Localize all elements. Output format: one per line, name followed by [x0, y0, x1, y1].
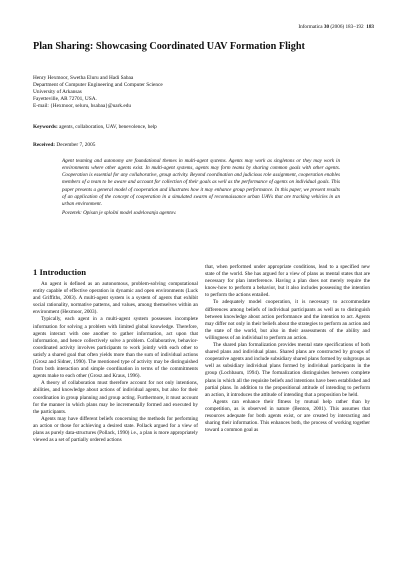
city: Fayetteville, AR 72701, USA.: [33, 96, 97, 102]
paragraph: Agents can enhance their fitness by mutual help rather than by competition, as is observed in nature (Benton, 2001). This assumes that resources adequate for both agents exist, or are created by interacting and sharing their information. This enhances both, the process of working together toward a common goal as: [205, 398, 370, 434]
received: [33, 142, 95, 148]
journal-name: Informatica: [298, 24, 323, 30]
paragraph: Typically, each agent in a multi-agent system possesses incomplete information for solving a problem with limited global knowledge. Therefore, agents interact with one another to gather information, act upon that information, and hence collectively solve a problem. Collaborative, behavior-coordinated activity involves participants to work jointly with each other to satisfy a shared goal that often yields more than the sum of individual actions (Grosz and Sidner, 1990). The mentioned type of activity may be distinguished from both interaction and simple coordination in terms of the commitments agents make to each other (Grosz and Kraus, 1996).: [33, 316, 198, 380]
received-label: Received:: [33, 142, 56, 148]
paragraph: that, when performed under appropriate conditions, lead to a specified new state of the world. She has argued for a view of plans as mental states that are necessary for plan interference. Having a plan does not merely require the know-how to perform a behavior, but it also includes possessing the intention to perform the actions entailed.: [205, 264, 370, 299]
department: Department of Computer Engineering and Computer Science: [33, 82, 163, 88]
section-heading: 1 Introduction: [33, 267, 87, 277]
journal-volume: 30: [323, 24, 330, 30]
abstract-text: Agent teaming and autonomy are foundational themes in multi-agent systems. Agents may work as singletons or they may work in environments where other agents exist. In multi-agent systems, agents may form teams by sharing common goals with other agents. Cooperation is essential for any collaborative, group activity. Beyond coordination and judicious role assignment, cooperation enables members of a team to be aware and account for collection of their goals as well as the performance of agents on individual goals. This paper presents a general model of cooperation and illustrates how it may enhance group performance. In this paper, we present results of an application of the concept of cooperation in a simulated swarm of reconnaissance urban UAVs that are tracking vehicles in an urban environment.: [62, 158, 340, 207]
page-number: 183: [366, 24, 374, 30]
email: E-mail: {Hexmoor, seluru, hsabaa}@uark.edu: [33, 103, 132, 109]
keywords-label: Keywords:: [33, 124, 58, 130]
running-header: [298, 24, 374, 30]
received-date: December 7, 2005: [56, 142, 96, 148]
paragraph: A theory of collaboration must therefore account for not only intentions, abilities, and knowledge about actions of individual agents, but also for their coordination in group planning and group acting. Furthermore, it must account for the manner in which plans may be incrementally formed and executed by the participants.: [33, 380, 198, 415]
right-column: [205, 264, 370, 434]
paragraph: Agents may have different beliefs concerning the methods for performing an action or those for achieving a desired state. Pollack argued for a view of plans as purely data-structures (Pollack, 1990) i.e., a plan is more appropriately viewed as a set of partially ordered actions: [33, 415, 198, 444]
abstract: [62, 158, 340, 217]
author-block: [33, 75, 353, 110]
authors: Henry Hexmoor, Swetha Eluru and Hadi Sabaa: [33, 75, 134, 81]
paper-title: Plan Sharing: Showcasing Coordinated UAV Formation Flight: [33, 41, 305, 52]
paragraph: To adequately model cooperation, it is necessary to accommodate differences among beliefs of individual participants as well as to distinguish between knowledge about action performance and the intention to act. Agents may differ not only in their beliefs about the strategies to perform an action and the state of the world, but also in their assessments of the ability and willingness of an individual to perform an action.: [205, 299, 370, 341]
povzetek: Povzetek: Opisan je splošni model sodelovanja agentov.: [62, 210, 177, 217]
paragraph: The shared plan formalization provides mental state specifications of both shared plans and individual plans. Shared plans are constructed by groups of cooperative agents and include subsidiary shared plans formed by subgroups as well as subsidiary individual plans formed by individual participants in the group (Lochbaum, 1994). The formalization distinguishes between complete plans in which all the requisite beliefs and intentions have been established and partial plans. In addition to the propositional attitude of intending to perform an action, it introduces the attitude of intending that a proposition be held.: [205, 342, 370, 398]
paragraph: An agent is defined as an autonomous, problem-solving computational entity capable of effective operation in dynamic and open environments (Luck and Griffiths, 2003). A multi-agent system is a system of agents that exhibit social rationality, normative patterns, and values, among themselves within an environment (Hexmoor, 2003).: [33, 281, 198, 316]
university: University of Arkansas: [33, 89, 82, 95]
keywords-text: agents, collaboration, UAV, benevolence, help: [59, 124, 157, 130]
keywords: [33, 124, 373, 130]
left-column: [33, 281, 198, 444]
page-range: (2006) 183–192: [330, 24, 364, 30]
